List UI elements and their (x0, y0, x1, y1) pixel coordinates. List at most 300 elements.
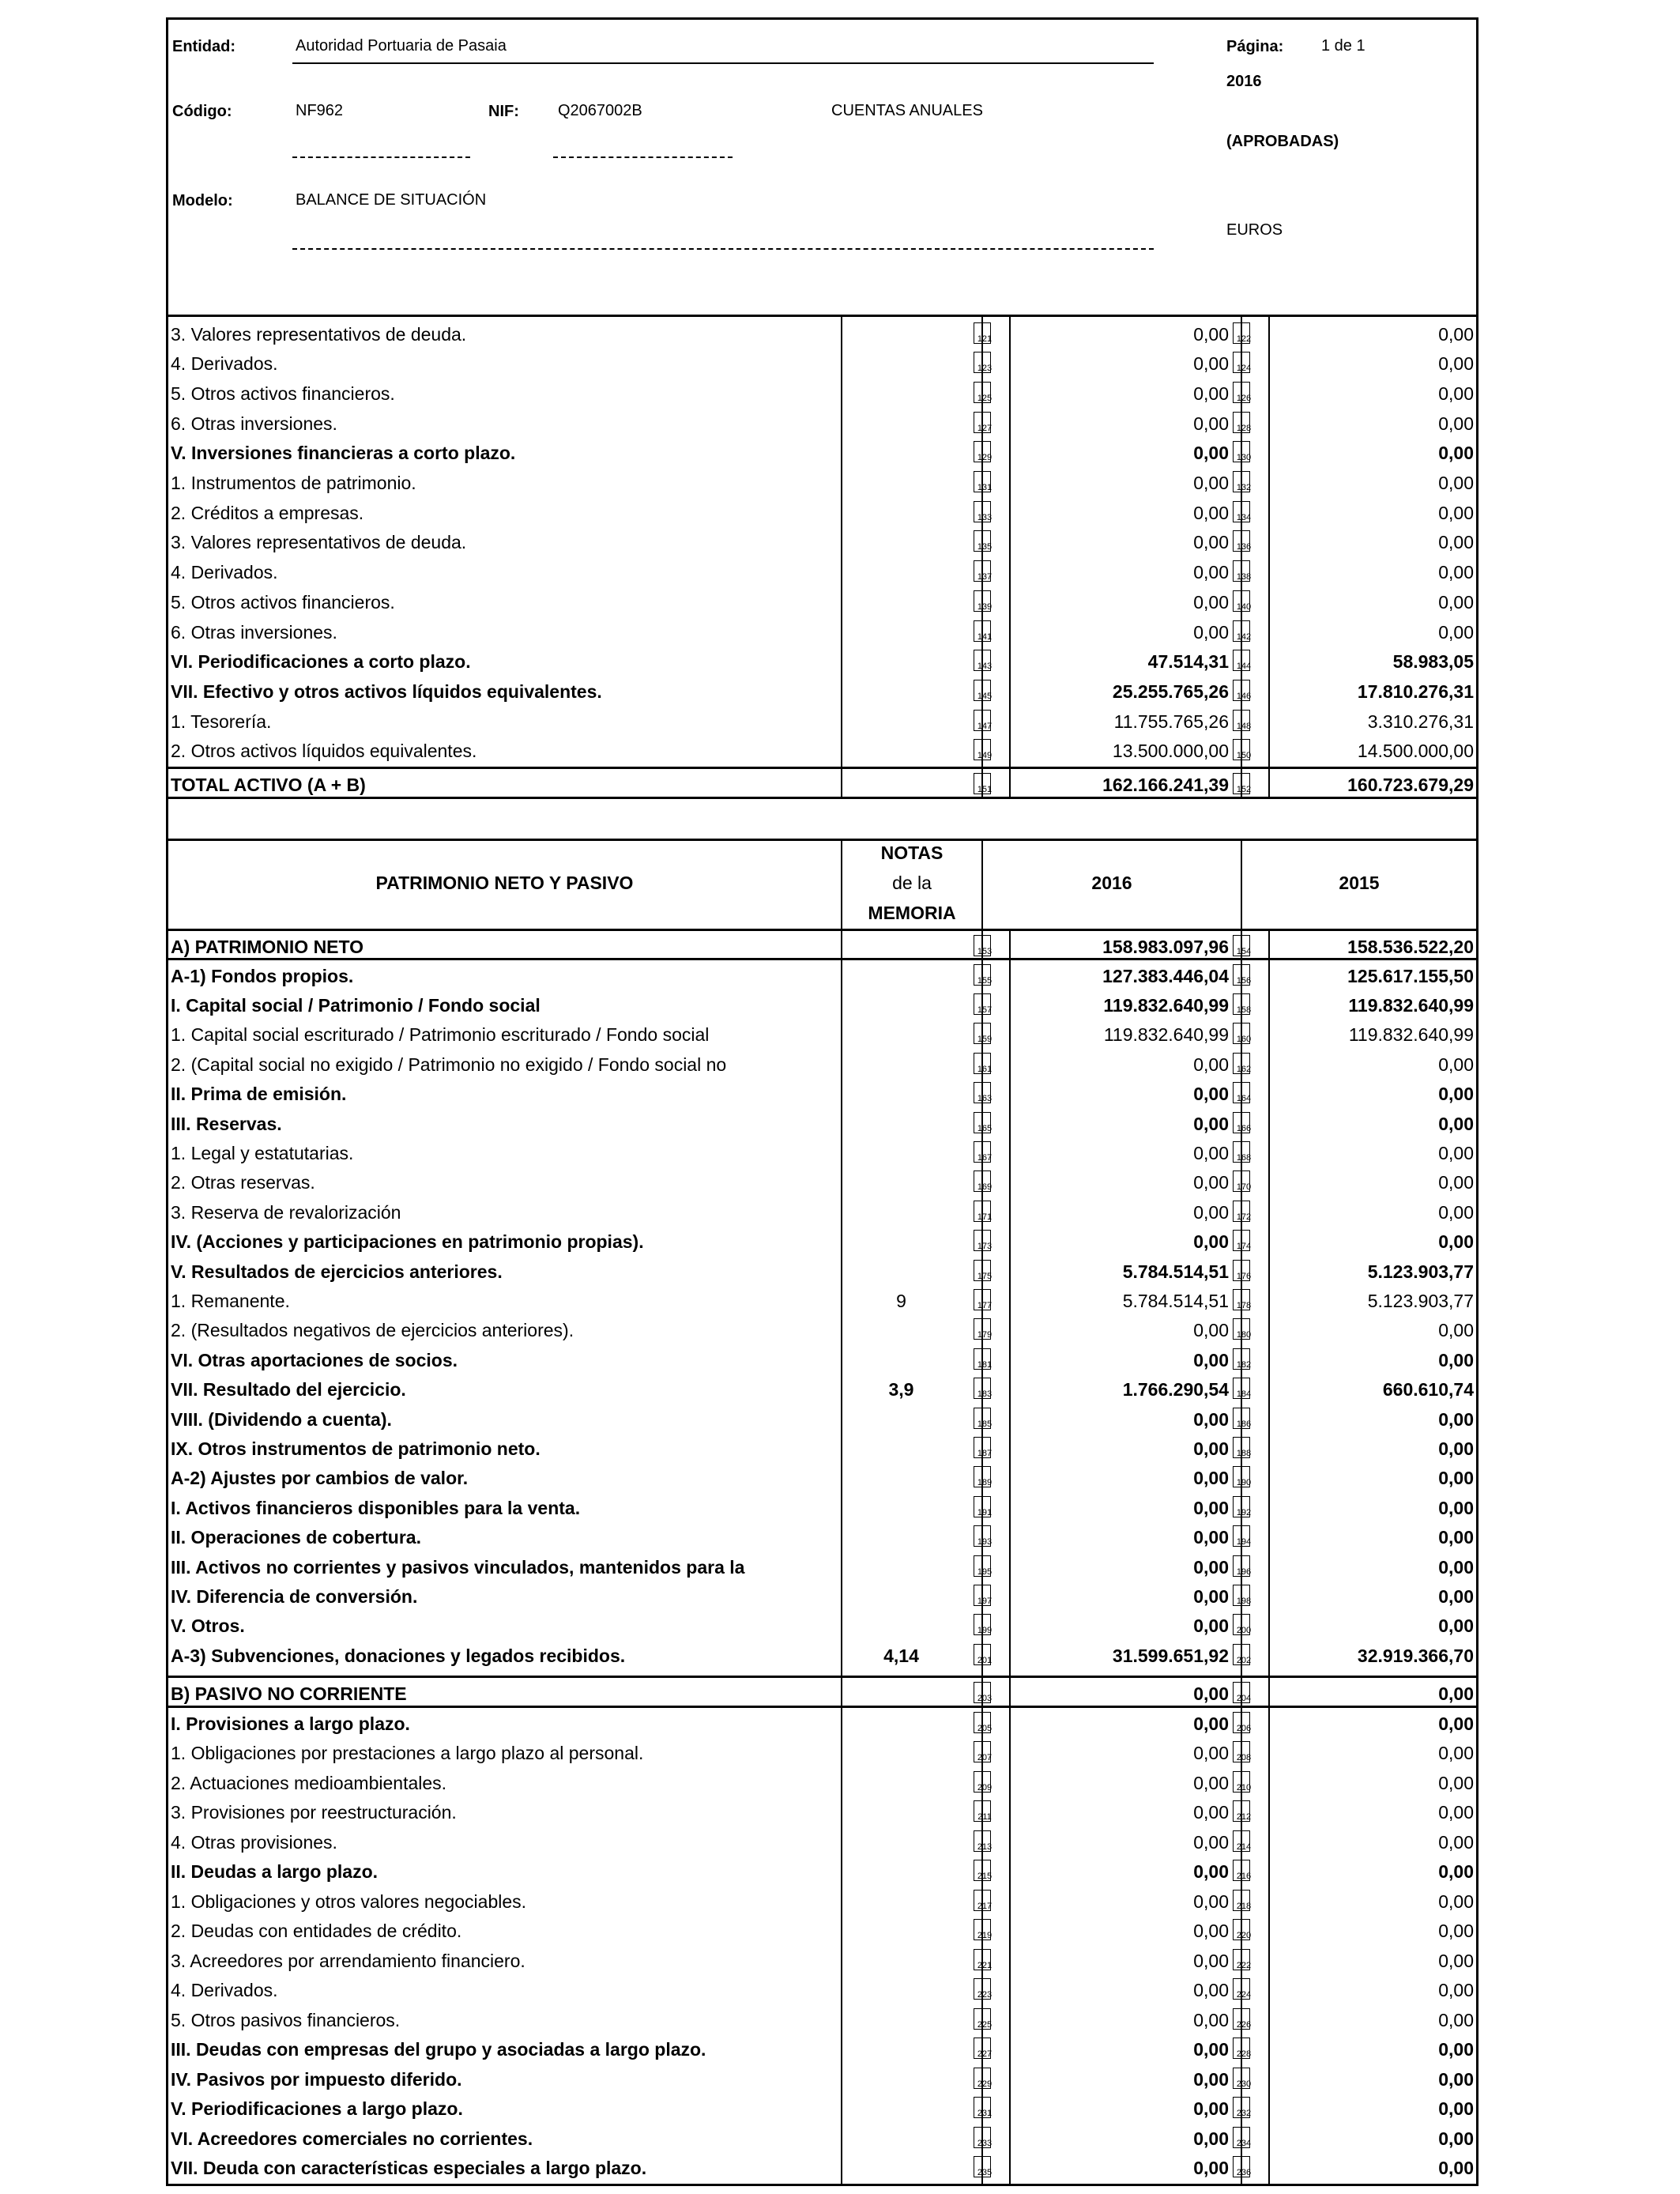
row-code-2016: 219 (977, 1931, 993, 1940)
row-value-2016: 1.766.290,54 (1122, 1379, 1229, 1400)
row-value-2015: 0,00 (1438, 2098, 1474, 2119)
row-value-2015: 32.919.366,70 (1357, 1645, 1474, 1666)
row-value-2016: 0,00 (1193, 1468, 1229, 1489)
row-code-2016: 137 (977, 572, 993, 582)
row-code-2016: 215 (977, 1872, 993, 1881)
row-code-2016: 187 (977, 1448, 993, 1458)
row-label: 3. Acreedores por arrendamiento financiero. (171, 1950, 525, 1971)
row-label: 2. Otras reservas. (171, 1172, 315, 1193)
row-value-2016: 0,00 (1193, 532, 1229, 553)
row-label: VII. Deuda con características especiales a largo plazo. (171, 2158, 647, 2178)
row-code-2016: 197 (977, 1596, 993, 1606)
row-code-2015: 138 (1236, 572, 1252, 582)
row-code-2015: 174 (1236, 1242, 1252, 1252)
row-label: A-3) Subvenciones, donaciones y legados recibidos. (171, 1645, 626, 1666)
table-row (168, 2003, 1476, 2033)
row-value-2016: 0,00 (1193, 473, 1229, 493)
row-value-2015: 0,00 (1438, 1172, 1474, 1193)
row-code-2016: 169 (977, 1182, 993, 1193)
table-row (168, 615, 1476, 645)
row-code-2016: 143 (977, 662, 993, 672)
row-value-2015: 0,00 (1438, 2068, 1474, 2090)
row-label: IX. Otros instrumentos de patrimonio neto. (171, 1438, 541, 1459)
notas-line-1: NOTAS (880, 843, 944, 863)
row-value-2016: 0,00 (1193, 1713, 1229, 1734)
row-value-2016: 0,00 (1193, 1891, 1229, 1912)
row-label: VII. Resultado del ejercicio. (171, 1379, 406, 1400)
table-row (168, 1373, 1476, 1403)
pasivo-no-corriente-row (168, 1676, 1476, 1706)
row-code-2016: 125 (977, 393, 993, 403)
table-row (168, 1884, 1476, 1914)
row-code-2016: 183 (977, 1389, 993, 1400)
row-label: 3. Reserva de revalorización (171, 1201, 401, 1223)
row-value-2015: 0,00 (1438, 1743, 1474, 1763)
row-code-2016: 217 (977, 1901, 993, 1911)
table-row (168, 1521, 1476, 1551)
row-code-2016: 163 (977, 1094, 993, 1104)
row-value-2016: 0,00 (1193, 1408, 1229, 1430)
row-value-2016: 5.784.514,51 (1122, 1290, 1229, 1311)
patrimonio-neto-value-2015: 158.536.522,20 (1347, 936, 1474, 957)
row-nota: 3,9 (888, 1379, 914, 1400)
row-code-2015: 124 (1236, 364, 1252, 374)
row-label: III. Reservas. (171, 1113, 282, 1134)
row-value-2015: 17.810.276,31 (1357, 680, 1474, 702)
row-label: 6. Otras inversiones. (171, 413, 337, 434)
table-row (168, 1077, 1476, 1107)
row-code-2015: 160 (1236, 1035, 1252, 1045)
total-activo-value-2015: 160.723.679,29 (1347, 774, 1474, 795)
row-code-2015: 222 (1236, 1960, 1252, 1970)
row-label: I. Provisiones a largo plazo. (171, 1713, 410, 1734)
row-label: 4. Derivados. (171, 562, 278, 583)
row-value-2015: 0,00 (1438, 1084, 1474, 1105)
row-value-2015: 0,00 (1438, 1615, 1474, 1637)
row-label: 4. Derivados. (171, 353, 278, 375)
row-value-2015: 0,00 (1438, 1201, 1474, 1223)
table-row (168, 466, 1476, 496)
row-value-2016: 0,00 (1193, 1438, 1229, 1459)
row-code-2016: 235 (977, 2168, 993, 2177)
patrimonio-neto-row (168, 929, 1476, 959)
row-code-2016: 129 (977, 453, 993, 463)
row-code-2015: 186 (1236, 1419, 1252, 1429)
euros-label: EUROS (1226, 221, 1283, 239)
row-value-2016: 0,00 (1193, 1172, 1229, 1193)
pasivo-no-corriente-label: B) PASIVO NO CORRIENTE (171, 1683, 407, 1704)
row-code-2015: 196 (1236, 1566, 1252, 1577)
row-code-2015: 172 (1236, 1212, 1252, 1222)
table-row (168, 1550, 1476, 1580)
row-value-2016: 119.832.640,99 (1103, 994, 1229, 1016)
row-code-2015: 168 (1236, 1152, 1252, 1163)
row-value-2016: 0,00 (1193, 1142, 1229, 1163)
row-label: VI. Otras aportaciones de socios. (171, 1349, 458, 1370)
patrimonio-neto-label: A) PATRIMONIO NETO (171, 936, 364, 957)
row-label: 4. Derivados. (171, 1980, 278, 2000)
row-label: 4. Otras provisiones. (171, 1831, 337, 1853)
row-nota: 4,14 (883, 1645, 919, 1666)
row-code-2015: 194 (1236, 1537, 1252, 1547)
row-value-2016: 0,00 (1193, 413, 1229, 434)
table-row (168, 1914, 1476, 1944)
row-code-2016: 167 (977, 1152, 993, 1163)
pasivo-header-top-line (166, 839, 1478, 841)
row-label: III. Activos no corrientes y pasivos vinculados, mantenidos para la (171, 1556, 745, 1578)
row-code-2015: 144 (1236, 662, 1252, 672)
table-row (168, 1943, 1476, 1973)
row-value-2015: 0,00 (1438, 473, 1474, 493)
row-code-2016: 209 (977, 1782, 993, 1793)
row-label: IV. (Acciones y participaciones en patrimonio propias). (171, 1231, 644, 1253)
row-value-2015: 0,00 (1438, 562, 1474, 583)
row-label: II. Deudas a largo plazo. (171, 1861, 379, 1882)
row-code-2016: 225 (977, 2019, 993, 2030)
row-code-2015: 132 (1236, 483, 1252, 492)
row-value-2015: 0,00 (1438, 323, 1474, 345)
row-value-2015: 0,00 (1438, 1438, 1474, 1459)
patrimonio-neto-code2: 154 (1236, 946, 1252, 956)
row-code-2015: 200 (1236, 1626, 1252, 1636)
pasivo-title: PATRIMONIO NETO Y PASIVO (375, 873, 634, 893)
row-value-2016: 0,00 (1193, 443, 1229, 464)
row-code-2015: 140 (1236, 601, 1252, 612)
row-label: 3. Valores representativos de deuda. (171, 532, 467, 553)
row-code-2015: 182 (1236, 1359, 1252, 1370)
row-value-2016: 0,00 (1193, 1743, 1229, 1763)
year-2016-header: 2016 (1091, 873, 1132, 893)
table-row (168, 1431, 1476, 1461)
row-code-2015: 170 (1236, 1182, 1252, 1193)
row-value-2016: 11.755.765,26 (1113, 711, 1229, 732)
row-code-2015: 164 (1236, 1094, 1252, 1104)
row-code-2015: 212 (1236, 1812, 1252, 1822)
row-code-2016: 165 (977, 1123, 993, 1133)
row-label: 2. (Resultados negativos de ejercicios anteriores). (171, 1320, 574, 1341)
row-label: VI. Periodificaciones a corto plazo. (171, 651, 471, 673)
row-label: IV. Diferencia de conversión. (171, 1585, 418, 1607)
total-activo-code1: 151 (977, 784, 993, 794)
row-code-2016: 131 (977, 483, 993, 492)
row-value-2016: 31.599.651,92 (1112, 1645, 1229, 1666)
codigo-label: Código: (172, 103, 232, 120)
row-value-2016: 0,00 (1193, 621, 1229, 643)
row-value-2015: 660.610,74 (1382, 1379, 1474, 1400)
row-code-2016: 211 (977, 1812, 992, 1822)
row-value-2016: 0,00 (1193, 1921, 1229, 1941)
row-value-2015: 0,00 (1438, 1950, 1474, 1971)
total-activo-row (168, 767, 1476, 797)
row-label: VI. Acreedores comerciales no corrientes. (171, 2128, 533, 2149)
row-value-2015: 0,00 (1438, 2009, 1474, 2030)
table-row (168, 1461, 1476, 1491)
row-label: 6. Otras inversiones. (171, 621, 337, 643)
row-value-2016: 0,00 (1193, 1113, 1229, 1134)
row-value-2016: 0,00 (1193, 1861, 1229, 1882)
row-code-2016: 175 (977, 1271, 993, 1281)
table-row (168, 1825, 1476, 1855)
table-row (168, 1166, 1476, 1196)
table-row (168, 347, 1476, 377)
row-value-2016: 0,00 (1193, 1084, 1229, 1105)
notas-line-2: de la (892, 873, 932, 893)
row-value-2015: 0,00 (1438, 1713, 1474, 1734)
table-row (168, 1706, 1476, 1736)
table-row (168, 674, 1476, 704)
table-row (168, 376, 1476, 406)
pasivo-no-corriente-value-2015: 0,00 (1438, 1683, 1474, 1704)
row-code-2016: 135 (977, 542, 993, 552)
row-code-2016: 173 (977, 1242, 993, 1252)
row-value-2015: 0,00 (1438, 2128, 1474, 2149)
row-code-2016: 189 (977, 1478, 993, 1488)
row-value-2015: 0,00 (1438, 532, 1474, 553)
row-code-2015: 176 (1236, 1271, 1252, 1281)
row-value-2016: 0,00 (1193, 1231, 1229, 1253)
row-code-2015: 146 (1236, 691, 1252, 701)
row-code-2015: 228 (1236, 2049, 1252, 2059)
row-code-2015: 150 (1236, 751, 1252, 761)
row-value-2015: 0,00 (1438, 383, 1474, 404)
row-code-2016: 223 (977, 1990, 993, 2000)
row-code-2016: 133 (977, 512, 993, 522)
row-code-2015: 134 (1236, 512, 1252, 522)
row-code-2016: 149 (977, 751, 993, 761)
row-value-2016: 0,00 (1193, 1980, 1229, 2000)
table-row (168, 1796, 1476, 1826)
row-value-2016: 0,00 (1193, 1615, 1229, 1637)
row-code-2016: 123 (977, 364, 993, 374)
table-row (168, 2121, 1476, 2151)
row-code-2015: 148 (1236, 721, 1252, 731)
row-code-2015: 232 (1236, 2109, 1252, 2118)
table-row (168, 1579, 1476, 1609)
row-code-2015: 220 (1236, 1931, 1252, 1940)
table-row (168, 1195, 1476, 1225)
row-code-2015: 142 (1236, 631, 1252, 642)
row-value-2016: 0,00 (1193, 1802, 1229, 1823)
row-value-2015: 0,00 (1438, 1468, 1474, 1489)
row-label: 1. Obligaciones y otros valores negociables. (171, 1891, 527, 1912)
row-code-2016: 127 (977, 423, 993, 433)
row-code-2016: 185 (977, 1419, 993, 1429)
row-value-2015: 0,00 (1438, 1320, 1474, 1341)
row-value-2015: 0,00 (1438, 1861, 1474, 1882)
row-value-2016: 0,00 (1193, 2009, 1229, 2030)
row-value-2015: 0,00 (1438, 2158, 1474, 2178)
codigo-underline (292, 156, 470, 158)
row-value-2016: 0,00 (1193, 2098, 1229, 2119)
row-code-2016: 147 (977, 721, 993, 731)
row-label: V. Periodificaciones a largo plazo. (171, 2098, 463, 2119)
row-code-2015: 192 (1236, 1507, 1252, 1517)
table-row (168, 959, 1476, 989)
row-label: 5. Otros activos financieros. (171, 591, 395, 613)
patrimonio-neto-value-2016: 158.983.097,96 (1102, 936, 1229, 957)
table-row (168, 1402, 1476, 1432)
row-label: 2. Actuaciones medioambientales. (171, 1772, 447, 1793)
table-row (168, 1254, 1476, 1284)
row-value-2016: 127.383.446,04 (1102, 965, 1229, 986)
codigo-value: NF962 (296, 102, 344, 119)
row-code-2015: 130 (1236, 453, 1252, 463)
table-row (168, 1855, 1476, 1885)
row-value-2015: 3.310.276,31 (1367, 711, 1474, 732)
row-value-2016: 0,00 (1193, 383, 1229, 404)
row-value-2016: 0,00 (1193, 353, 1229, 375)
row-value-2015: 0,00 (1438, 1980, 1474, 2000)
table-row (168, 2033, 1476, 2063)
row-label: A-2) Ajustes por cambios de valor. (171, 1468, 469, 1489)
row-code-2016: 227 (977, 2049, 993, 2059)
row-code-2016: 195 (977, 1566, 993, 1577)
row-code-2015: 180 (1236, 1330, 1252, 1340)
row-label: II. Prima de emisión. (171, 1084, 347, 1105)
row-code-2016: 141 (977, 631, 993, 642)
row-value-2016: 0,00 (1193, 2039, 1229, 2060)
table-row (168, 526, 1476, 556)
table-row (168, 1018, 1476, 1048)
row-code-2016: 177 (977, 1300, 993, 1310)
row-label: VIII. (Dividendo a cuenta). (171, 1408, 392, 1430)
row-value-2015: 0,00 (1438, 1231, 1474, 1253)
row-code-2015: 214 (1236, 1842, 1252, 1852)
row-value-2016: 0,00 (1193, 1349, 1229, 1370)
row-code-2015: 122 (1236, 334, 1252, 344)
row-label: I. Activos financieros disponibles para la venta. (171, 1497, 581, 1518)
table-row (168, 1491, 1476, 1521)
table-row (168, 2151, 1476, 2181)
table-row (168, 645, 1476, 675)
table-row (168, 704, 1476, 734)
row-value-2015: 0,00 (1438, 413, 1474, 434)
table-row (168, 496, 1476, 526)
row-value-2016: 0,00 (1193, 2128, 1229, 2149)
row-value-2015: 0,00 (1438, 1802, 1474, 1823)
row-value-2015: 0,00 (1438, 1054, 1474, 1075)
row-code-2015: 236 (1236, 2168, 1252, 2177)
row-value-2016: 25.255.765,26 (1112, 680, 1229, 702)
row-value-2015: 119.832.640,99 (1348, 994, 1474, 1016)
table-row (168, 1609, 1476, 1639)
row-value-2015: 0,00 (1438, 1831, 1474, 1853)
row-value-2015: 0,00 (1438, 1349, 1474, 1370)
row-value-2015: 14.500.000,00 (1357, 741, 1474, 762)
row-code-2015: 230 (1236, 2079, 1252, 2089)
row-label: 1. Capital social escriturado / Patrimonio escriturado / Fondo social (171, 1024, 710, 1046)
pasivo-no-corriente-value-2016: 0,00 (1193, 1683, 1229, 1704)
row-value-2015: 0,00 (1438, 621, 1474, 643)
row-code-2015: 158 (1236, 1005, 1252, 1015)
row-code-2016: 157 (977, 1005, 993, 1015)
row-label: A-1) Fondos propios. (171, 965, 354, 986)
row-code-2015: 210 (1236, 1782, 1252, 1793)
row-value-2016: 0,00 (1193, 1320, 1229, 1341)
row-code-2015: 202 (1236, 1655, 1252, 1665)
pasivo-no-corriente-code2: 204 (1236, 1693, 1252, 1703)
total-activo-value-2016: 162.166.241,39 (1102, 774, 1229, 795)
table-row (168, 556, 1476, 586)
row-code-2015: 136 (1236, 542, 1252, 552)
row-value-2016: 5.784.514,51 (1122, 1261, 1229, 1282)
row-code-2015: 126 (1236, 393, 1252, 403)
row-label: VII. Efectivo y otros activos líquidos equivalentes. (171, 680, 602, 702)
row-code-2016: 213 (977, 1842, 993, 1852)
row-value-2015: 0,00 (1438, 2039, 1474, 2060)
row-code-2015: 184 (1236, 1389, 1252, 1400)
notas-line-3: MEMORIA (868, 903, 956, 923)
row-label: IV. Pasivos por impuesto diferido. (171, 2068, 462, 2090)
row-value-2015: 0,00 (1438, 1408, 1474, 1430)
year-2015-header: 2015 (1339, 873, 1380, 893)
row-code-2016: 229 (977, 2079, 993, 2089)
row-label: 2. Deudas con entidades de crédito. (171, 1921, 462, 1941)
row-label: 1. Tesorería. (171, 711, 272, 732)
row-value-2015: 125.617.155,50 (1347, 965, 1474, 986)
row-code-2015: 188 (1236, 1448, 1252, 1458)
row-value-2015: 0,00 (1438, 502, 1474, 523)
table-row (168, 1343, 1476, 1373)
row-value-2015: 0,00 (1438, 1921, 1474, 1941)
table-row (168, 2062, 1476, 2092)
row-code-2015: 162 (1236, 1064, 1252, 1074)
nif-label: NIF: (488, 103, 519, 120)
row-label: II. Operaciones de cobertura. (171, 1527, 421, 1548)
row-code-2016: 155 (977, 975, 993, 986)
table-row (168, 1766, 1476, 1796)
table-row (168, 1047, 1476, 1077)
row-value-2015: 5.123.903,77 (1367, 1290, 1474, 1311)
row-label: 2. Otros activos líquidos equivalentes. (171, 741, 477, 762)
row-label: 1. Remanente. (171, 1290, 290, 1311)
row-code-2016: 161 (977, 1064, 993, 1074)
table-row (168, 1314, 1476, 1344)
row-value-2015: 0,00 (1438, 353, 1474, 375)
total-activo-code2: 152 (1236, 784, 1252, 794)
row-code-2015: 156 (1236, 975, 1252, 986)
row-value-2015: 0,00 (1438, 591, 1474, 613)
total-activo-label: TOTAL ACTIVO (A + B) (171, 774, 366, 795)
row-label: V. Inversiones financieras a corto plazo. (171, 443, 516, 464)
row-value-2016: 0,00 (1193, 1527, 1229, 1548)
row-value-2016: 0,00 (1193, 1201, 1229, 1223)
row-label: 3. Provisiones por reestructuración. (171, 1802, 457, 1823)
row-code-2015: 206 (1236, 1723, 1252, 1733)
row-nota: 9 (896, 1290, 906, 1311)
table-row (168, 1638, 1476, 1668)
cuentas-anuales: CUENTAS ANUALES (831, 102, 983, 119)
row-label: I. Capital social / Patrimonio / Fondo social (171, 994, 541, 1016)
row-code-2016: 207 (977, 1753, 993, 1762)
row-label: 5. Otros activos financieros. (171, 383, 395, 404)
row-value-2015: 0,00 (1438, 1142, 1474, 1163)
row-code-2015: 128 (1236, 423, 1252, 433)
aprobadas-label: (APROBADAS) (1226, 133, 1339, 150)
table-row (168, 406, 1476, 436)
table-row (168, 1973, 1476, 2004)
table-row (168, 317, 1476, 347)
row-code-2016: 139 (977, 601, 993, 612)
row-value-2016: 0,00 (1193, 1950, 1229, 1971)
row-label: 1. Obligaciones por prestaciones a largo plazo al personal. (171, 1743, 644, 1763)
row-code-2015: 190 (1236, 1478, 1252, 1488)
row-value-2015: 119.832.640,99 (1348, 1024, 1474, 1046)
row-code-2015: 166 (1236, 1123, 1252, 1133)
year-label: 2016 (1226, 73, 1262, 90)
modelo-value: BALANCE DE SITUACIÓN (296, 191, 487, 209)
row-value-2016: 0,00 (1193, 1772, 1229, 1793)
